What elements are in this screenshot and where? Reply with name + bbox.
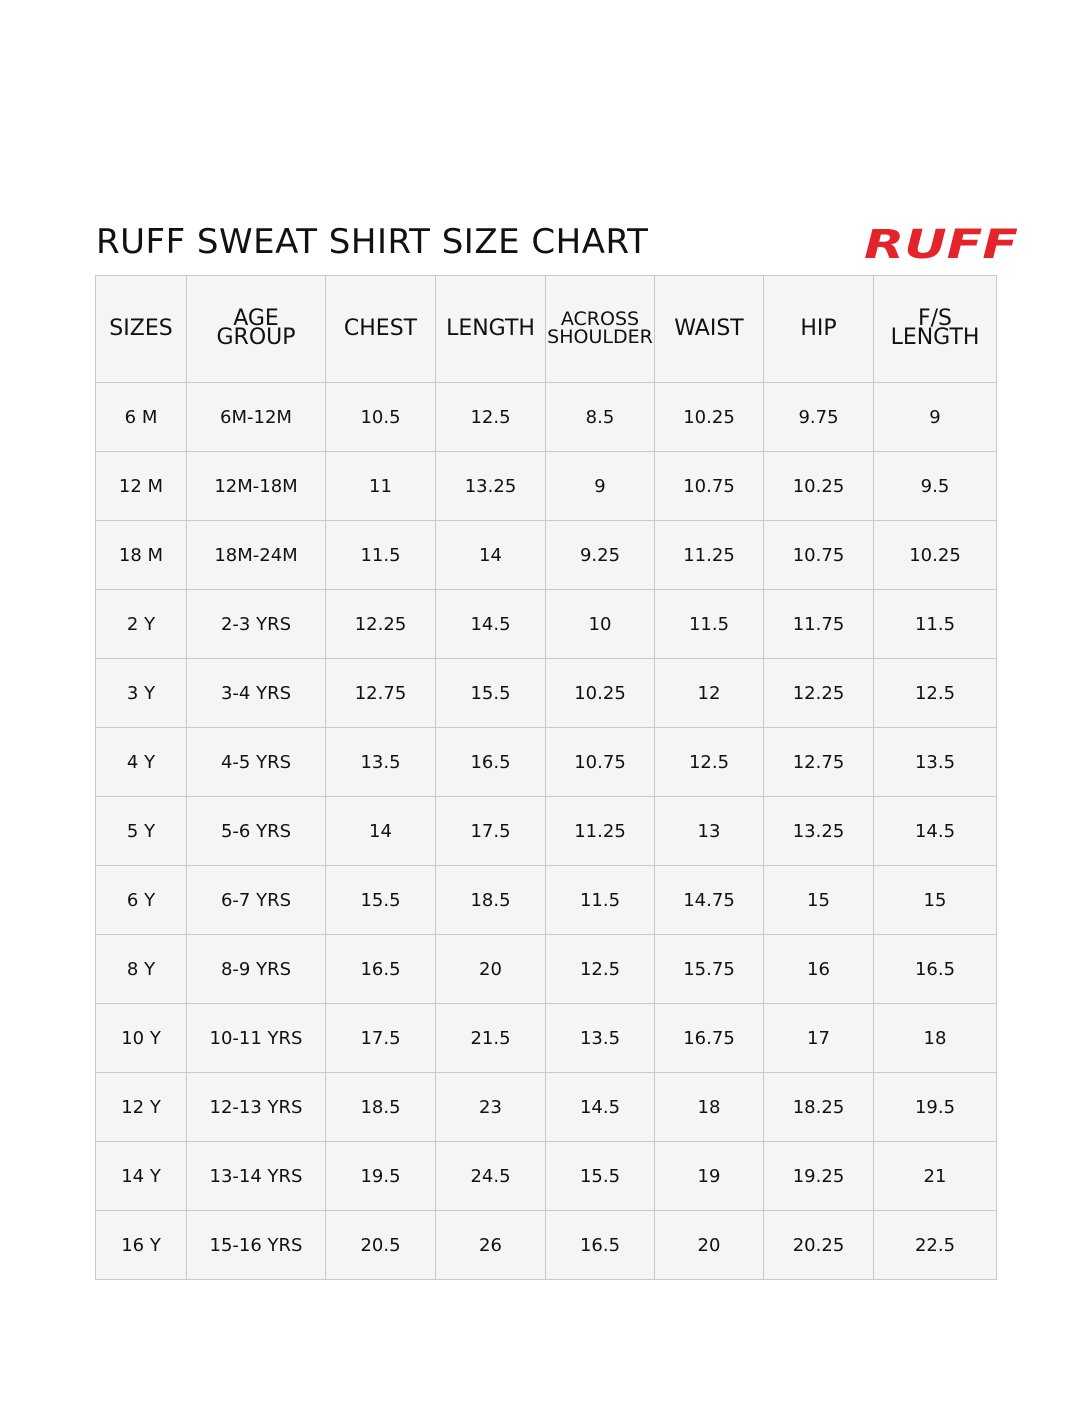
cell-length: 14	[436, 521, 546, 590]
cell-sizes: 12 M	[96, 452, 187, 521]
table-row	[96, 590, 997, 659]
cell-fs-length: 9.5	[874, 452, 997, 521]
cell-across-shoulder: 15.5	[546, 1142, 655, 1211]
cell-across-shoulder: 9	[546, 452, 655, 521]
cell-hip: 13.25	[764, 797, 874, 866]
table-row	[96, 866, 997, 935]
cell-chest: 11.5	[326, 521, 436, 590]
column-header-label: GROUP	[216, 325, 296, 351]
cell-hip: 17	[764, 1004, 874, 1073]
column-header-label: HIP	[800, 316, 837, 341]
column-header-label: F/S	[917, 305, 952, 331]
column-header-across-shoulder	[546, 276, 655, 383]
ruff-logo-text: RUFF	[864, 224, 1018, 264]
cell-fs-length: 21	[874, 1142, 997, 1211]
cell-length: 20	[436, 935, 546, 1004]
column-header-length	[436, 276, 546, 383]
cell-hip: 10.75	[764, 521, 874, 590]
column-header-label: ACROSS	[560, 307, 640, 330]
cell-waist: 14.75	[655, 866, 764, 935]
column-header-label: AGE	[233, 305, 279, 331]
cell-sizes: 16 Y	[96, 1211, 187, 1280]
cell-hip: 12.75	[764, 728, 874, 797]
column-header-chest	[326, 276, 436, 383]
cell-age-group: 12-13 YRS	[187, 1073, 326, 1142]
ruff-logo	[862, 224, 1022, 264]
cell-chest: 12.25	[326, 590, 436, 659]
table-row	[96, 1142, 997, 1211]
cell-fs-length: 12.5	[874, 659, 997, 728]
cell-length: 23	[436, 1073, 546, 1142]
cell-hip: 12.25	[764, 659, 874, 728]
table-body	[96, 383, 997, 1280]
cell-sizes: 2 Y	[96, 590, 187, 659]
table-row	[96, 797, 997, 866]
cell-age-group: 2-3 YRS	[187, 590, 326, 659]
column-header-label: LENGTH	[446, 316, 535, 341]
cell-length: 12.5	[436, 383, 546, 452]
cell-waist: 18	[655, 1073, 764, 1142]
cell-across-shoulder: 14.5	[546, 1073, 655, 1142]
cell-length: 14.5	[436, 590, 546, 659]
cell-fs-length: 22.5	[874, 1211, 997, 1280]
cell-sizes: 6 Y	[96, 866, 187, 935]
cell-waist: 12	[655, 659, 764, 728]
cell-age-group: 4-5 YRS	[187, 728, 326, 797]
cell-age-group: 6-7 YRS	[187, 866, 326, 935]
cell-waist: 16.75	[655, 1004, 764, 1073]
cell-across-shoulder: 16.5	[546, 1211, 655, 1280]
cell-waist: 11.25	[655, 521, 764, 590]
column-header-age-group	[187, 276, 326, 383]
cell-age-group: 15-16 YRS	[187, 1211, 326, 1280]
table-row	[96, 1211, 997, 1280]
cell-length: 13.25	[436, 452, 546, 521]
cell-length: 15.5	[436, 659, 546, 728]
cell-age-group: 10-11 YRS	[187, 1004, 326, 1073]
cell-chest: 11	[326, 452, 436, 521]
header-row	[96, 276, 997, 383]
cell-hip: 15	[764, 866, 874, 935]
table-row	[96, 383, 997, 452]
cell-length: 16.5	[436, 728, 546, 797]
cell-chest: 12.75	[326, 659, 436, 728]
cell-chest: 16.5	[326, 935, 436, 1004]
table-row	[96, 1073, 997, 1142]
cell-fs-length: 11.5	[874, 590, 997, 659]
cell-fs-length: 18	[874, 1004, 997, 1073]
cell-sizes: 4 Y	[96, 728, 187, 797]
cell-waist: 15.75	[655, 935, 764, 1004]
cell-chest: 19.5	[326, 1142, 436, 1211]
cell-length: 21.5	[436, 1004, 546, 1073]
column-header-label: LENGTH	[890, 325, 980, 351]
cell-hip: 16	[764, 935, 874, 1004]
table-row	[96, 659, 997, 728]
cell-length: 17.5	[436, 797, 546, 866]
cell-hip: 18.25	[764, 1073, 874, 1142]
cell-waist: 10.25	[655, 383, 764, 452]
table-row	[96, 1004, 997, 1073]
cell-sizes: 3 Y	[96, 659, 187, 728]
cell-chest: 17.5	[326, 1004, 436, 1073]
cell-chest: 13.5	[326, 728, 436, 797]
column-header-sizes	[96, 276, 187, 383]
cell-waist: 20	[655, 1211, 764, 1280]
cell-sizes: 14 Y	[96, 1142, 187, 1211]
cell-sizes: 12 Y	[96, 1073, 187, 1142]
cell-fs-length: 10.25	[874, 521, 997, 590]
cell-waist: 10.75	[655, 452, 764, 521]
cell-age-group: 13-14 YRS	[187, 1142, 326, 1211]
cell-across-shoulder: 12.5	[546, 935, 655, 1004]
cell-fs-length: 15	[874, 866, 997, 935]
cell-across-shoulder: 10.25	[546, 659, 655, 728]
cell-length: 18.5	[436, 866, 546, 935]
cell-chest: 15.5	[326, 866, 436, 935]
table-row	[96, 452, 997, 521]
cell-waist: 13	[655, 797, 764, 866]
column-header-label: CHEST	[343, 316, 418, 341]
column-header-label: WAIST	[674, 316, 744, 341]
cell-age-group: 6M-12M	[187, 383, 326, 452]
cell-age-group: 18M-24M	[187, 521, 326, 590]
table-row	[96, 728, 997, 797]
cell-chest: 14	[326, 797, 436, 866]
cell-sizes: 18 M	[96, 521, 187, 590]
cell-fs-length: 16.5	[874, 935, 997, 1004]
column-header-label: SHOULDER	[547, 326, 653, 349]
cell-across-shoulder: 10.75	[546, 728, 655, 797]
cell-age-group: 3-4 YRS	[187, 659, 326, 728]
cell-chest: 20.5	[326, 1211, 436, 1280]
cell-across-shoulder: 8.5	[546, 383, 655, 452]
cell-age-group: 12M-18M	[187, 452, 326, 521]
cell-hip: 9.75	[764, 383, 874, 452]
column-header-fs-length	[874, 276, 997, 383]
cell-across-shoulder: 11.5	[546, 866, 655, 935]
cell-sizes: 5 Y	[96, 797, 187, 866]
cell-fs-length: 9	[874, 383, 997, 452]
cell-sizes: 8 Y	[96, 935, 187, 1004]
column-header-label: SIZES	[109, 316, 173, 341]
cell-fs-length: 14.5	[874, 797, 997, 866]
table-row	[96, 521, 997, 590]
cell-length: 26	[436, 1211, 546, 1280]
cell-chest: 18.5	[326, 1073, 436, 1142]
cell-age-group: 8-9 YRS	[187, 935, 326, 1004]
cell-chest: 10.5	[326, 383, 436, 452]
cell-hip: 11.75	[764, 590, 874, 659]
cell-across-shoulder: 11.25	[546, 797, 655, 866]
page-title: RUFF SWEAT SHIRT SIZE CHART	[96, 222, 649, 262]
cell-fs-length: 19.5	[874, 1073, 997, 1142]
column-header-waist	[655, 276, 764, 383]
cell-hip: 19.25	[764, 1142, 874, 1211]
cell-waist: 19	[655, 1142, 764, 1211]
cell-sizes: 10 Y	[96, 1004, 187, 1073]
cell-across-shoulder: 13.5	[546, 1004, 655, 1073]
size-chart-table	[95, 275, 997, 1280]
cell-across-shoulder: 10	[546, 590, 655, 659]
cell-hip: 10.25	[764, 452, 874, 521]
column-header-hip	[764, 276, 874, 383]
cell-waist: 11.5	[655, 590, 764, 659]
cell-length: 24.5	[436, 1142, 546, 1211]
cell-sizes: 6 M	[96, 383, 187, 452]
cell-across-shoulder: 9.25	[546, 521, 655, 590]
cell-waist: 12.5	[655, 728, 764, 797]
table-row	[96, 935, 997, 1004]
cell-fs-length: 13.5	[874, 728, 997, 797]
cell-hip: 20.25	[764, 1211, 874, 1280]
cell-age-group: 5-6 YRS	[187, 797, 326, 866]
